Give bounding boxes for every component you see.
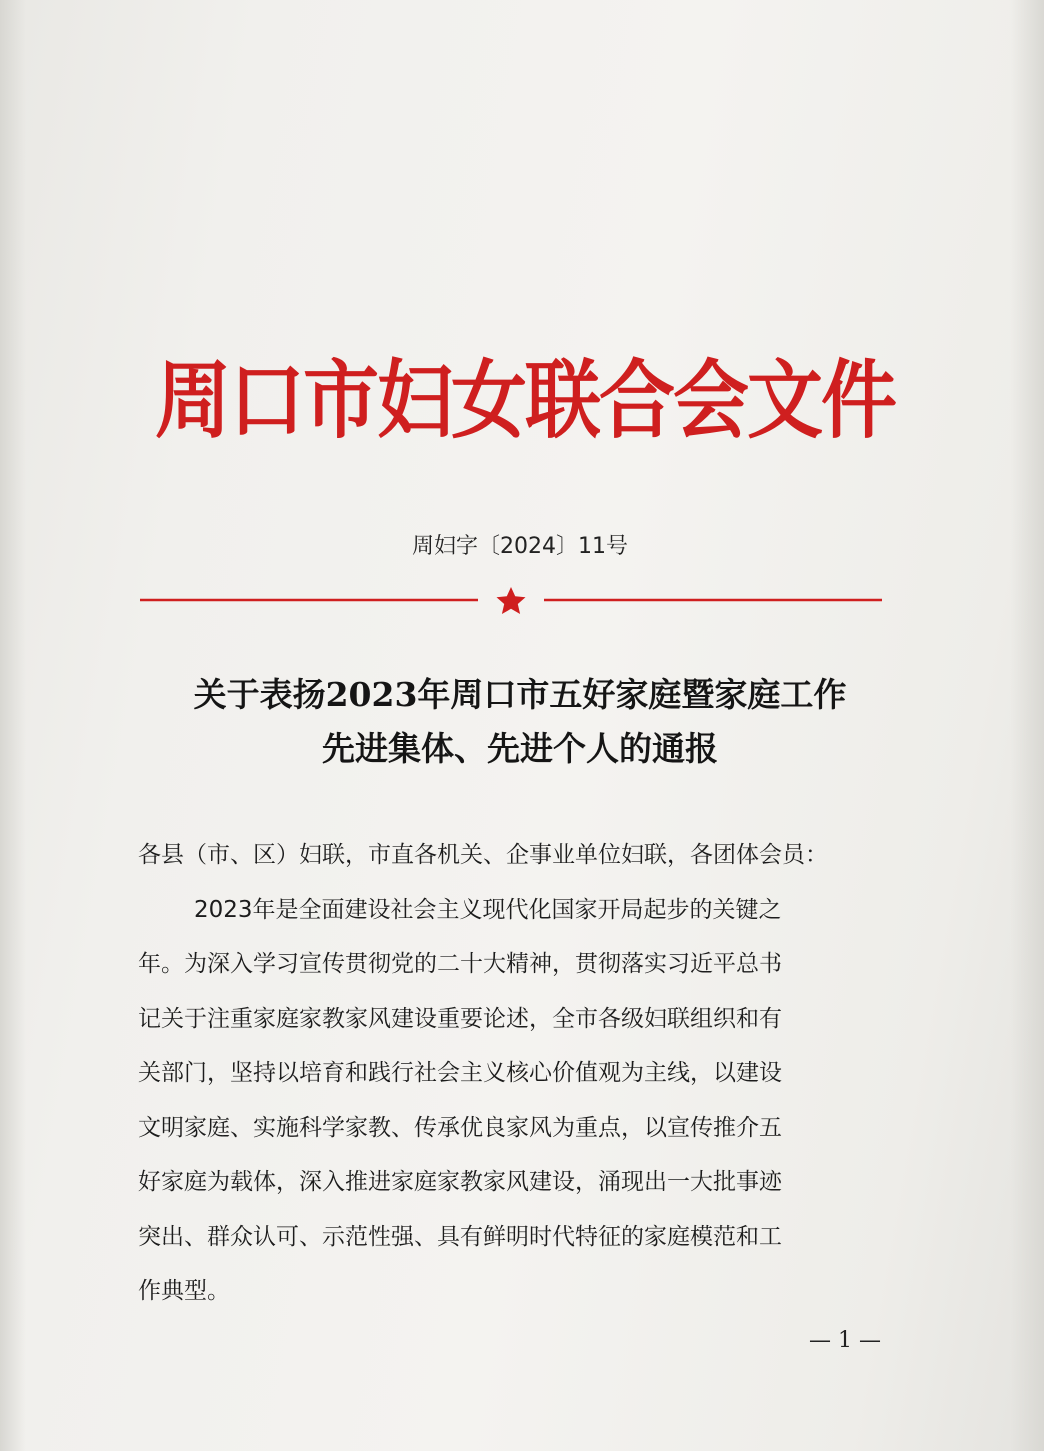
page-number: — 1 —	[809, 1328, 881, 1353]
star-icon	[497, 587, 526, 614]
body-line: 文明家庭、实施科学家教、传承优良家风为重点，以宣传推介五	[138, 1114, 782, 1141]
body-line: 记关于注重家庭家教家风建设重要论述，全市各级妇联组织和有	[138, 1005, 782, 1032]
notice-title	[120, 668, 920, 776]
salutation: 各县（市、区）妇联，市直各机关、企事业单位妇联，各团体会员：	[138, 842, 828, 868]
body-line: 好家庭为载体，深入推进家庭家教家风建设，涌现出一大批事迹	[138, 1169, 782, 1195]
notice-title-line-1: 关于表扬2023年周口市五好家庭暨家庭工作	[193, 675, 847, 714]
body-line: 作典型。	[138, 1278, 230, 1304]
notice-body	[138, 828, 898, 1319]
document-number: 周妇字〔2024〕11号	[412, 534, 628, 559]
red-divider	[140, 586, 882, 616]
page-edge-shadow-right	[1010, 0, 1044, 1451]
body-line: 年。为深入学习宣传贯彻党的二十大精神，贯彻落实习近平总书	[138, 951, 782, 977]
body-line: 关部门，坚持以培育和践行社会主义核心价值观为主线，以建设	[138, 1060, 782, 1086]
body-line: 突出、群众认可、示范性强、具有鲜明时代特征的家庭模范和工	[138, 1223, 782, 1250]
body-line: 2023年是全面建设社会主义现代化国家开局起步的关键之	[194, 896, 782, 923]
notice-title-line-2: 先进集体、先进个人的通报	[322, 729, 718, 768]
page-edge-shadow-left	[0, 0, 26, 1451]
issuer-header-title: 周口市妇女联合会文件	[155, 350, 895, 451]
